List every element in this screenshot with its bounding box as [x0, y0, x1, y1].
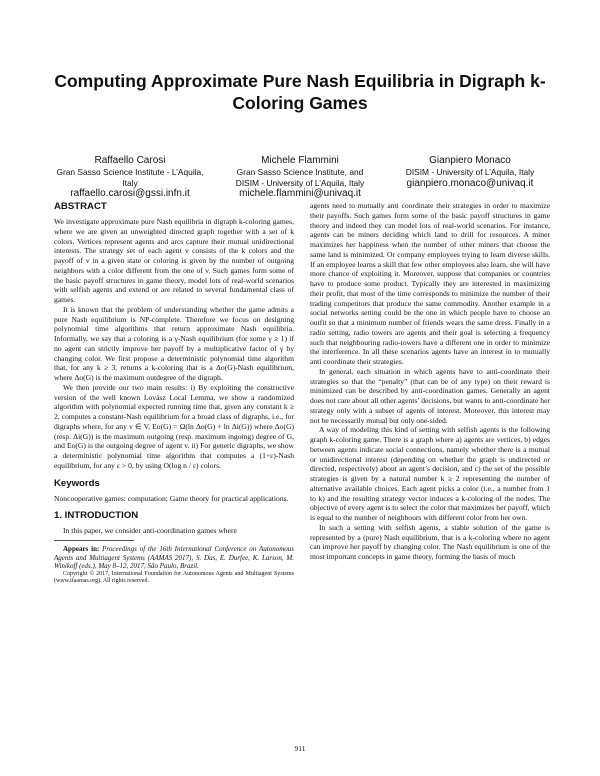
author-name: Gianpiero Monaco: [429, 155, 511, 166]
footnote-rule: [54, 540, 134, 541]
author-name: Michele Flammini: [261, 155, 339, 166]
copyright-note: Copyright © 2017, International Foundation for Autonomous Agents and Multiagent Systems (www.ifaamas.org). All rights reserved.: [54, 570, 294, 585]
author-email[interactable]: raffaello.carosi@gssi.infn.it: [70, 188, 190, 199]
abstract-paragraph: We then provide our two main results: i) By exploiting the constructive version of the well known Lovász Local Lemma, we show a randomized algorithm with polynomial expected running time that, given any constant k ≥ 2, computes a constant-Nash equilibrium for a broad class of digraphs, i.e., for digraphs where, for any v ∈ V, Eo(G) = Ω(ln Δo(G) + ln Δi(G)) where Δo(G) (resp. Δi(G)) is the maximum outgoing (resp. maximum ingoing) degree of G, and Eo(G) is the outgoing degree of agent v. ii) For generic digraphs, we show a deterministic polynomial time algorithm that computes a (1+ε)-Nash equilibrium, for any ε > 0, by using O(log n / ε) colors.: [54, 382, 294, 470]
abstract-paragraph: We investigate approximate pure Nash equilibria in digraph k-coloring games, where we are given an unweighted directed graph together with a set of k colors. Vertices represent agents and arcs capture their mutual unidirectional interests. The strategy set of each agent v consists of the k colors and the payoff of v in a given state or coloring is given by the number of outgoing neighbors with a color different from the one of v. Such games form some of the basic payoff structures in game theory, model lots of real-world scenarios with selfish agents and extend or are related to several fundamental class of games.: [54, 217, 294, 304]
page-number: 911: [294, 744, 306, 753]
intro-paragraph: In general, each situation in which agents have to anti-coordinate their strategies so that the “penalty” (that can be of any type) on their reward is minimized can be described by anti-coordination games. Generally an agent does not care about all other agents’ decisions, but wants to anti-coordinate her strategy only with a subset of agents of interest. Moreover, this interest may not be necessarily mutual but only one-sided.: [310, 366, 550, 425]
intro-paragraph: agents need to mutually anti coordinate their strategies in order to maximize their payoffs. Such games form some of the basic payoff structures in game theory and indeed they can model lots of real-world scenarios. For instance, agents can be miners deciding which land to drill for resources. A miner maximizes her happiness when the number of other miners that choose the same land is minimized. Or company employees trying to learn diverse skills. If an employee learns a skill that few other employees also learn, she will have more chance of exploiting it. Moreover, suppose that companies or countries have to produce some product. Typically they are interested in maximizing their profit, that most of the time corresponds to minimize the number of their trading competitors that produce the same commodity. Another example in a social networks setting could be the one in which people have to choose an outfit so that a minimum number of friends wears the same dress. Finally in a radio setting, radio towers are agents and their goal is selecting a frequency such that neighbouring radio-towers have a different one in order to minimize the interference. In all these scenarios agents have an interest in to mutually anti coordinate their strategies.: [310, 201, 550, 366]
author-affiliation: DISIM - University of L’Aquila, Italy: [405, 167, 535, 177]
abstract-paragraph: It is known that the problem of understanding whether the game admits a pure Nash equilibrium is NP-complete. Therefore we focus on designing polynomial time algorithms that return approximate Nash equilibria. Informally, we say that a coloring is a γ-Nash equilibrium (for some γ ≥ 1) if no agent can strictly improve her payoff by a multiplicative factor of γ by changing color. We first propose a deterministic polynomial time algorithm that, for any k ≥ 3, returns a k-coloring that is a Δo(G)-Nash equilibrium, where Δo(G) is the maximum outdegree of the digraph.: [54, 304, 294, 382]
author-email[interactable]: michele.flammini@univaq.it: [239, 188, 361, 199]
introduction-heading: 1. INTRODUCTION: [54, 510, 139, 522]
appears-in-label: Appears in:: [63, 545, 100, 553]
intro-paragraph: In this paper, we consider anti-coordination games where: [63, 526, 237, 536]
right-column: [310, 201, 550, 562]
author-name: Raffaello Carosi: [94, 155, 166, 166]
paper-title: Computing Approximate Pure Nash Equilibria in Digraph k-Coloring Games: [54, 71, 546, 113]
author-email[interactable]: gianpiero.monaco@univaq.it: [406, 177, 534, 189]
left-column: [54, 201, 294, 586]
author-monaco: [380, 154, 560, 190]
intro-paragraph: In such a setting with selfish agents, a stable solution of the game is represented by a (pure) Nash equilibrium, that is a k-coloring where no agent can improve her payoff by changing color. The Nash equilibrium is one of the most important concepts in game theory, forming the basis of much: [310, 522, 550, 561]
author-affiliation: Gran Sasso Science Institute, and DISIM - University of L’Aquila, Italy: [235, 167, 365, 188]
intro-paragraph: A way of modeling this kind of setting with selfish agents is the following graph k-coloring game. There is a graph where a) agents are vertices, b) edges between agents indicate social connections, namely whether there is a mutual or unidirectional interest (depending on whether the graph is undirected or directed, respectively) about an agent’s decision, and c) the set of the possible strategies is given by a natural number k ≥ 2 representing the number of alternative available choices. Each agent picks a color (i.e., a number from 1 to k) and the resulting strategy vector induces a k-coloring of the nodes. The objective of every agent is to select the color that maximizes her payoff, which is equal to the number of neighbours with different color from her own.: [310, 425, 550, 522]
appears-in-note: [54, 545, 294, 571]
keywords-text: Noncooperative games: computation; Game theory for practical applications.: [54, 493, 289, 503]
keywords-heading: Keywords: [54, 477, 100, 489]
author-flammini: [220, 154, 380, 200]
abstract-heading: ABSTRACT: [54, 201, 107, 212]
author-carosi: [40, 154, 220, 200]
appears-in-text: Proceedings of the 16th International Conference on Autonomous Agents and Multiagent Systems (AAMAS 2017), S. Das, E. Durfee, K. Larson, M. Winikoff (eds.), May 8–12, 2017, São Paulo, Brazil.: [54, 545, 295, 571]
author-affiliation: Gran Sasso Science Institute - L’Aquila, Italy: [56, 167, 204, 188]
